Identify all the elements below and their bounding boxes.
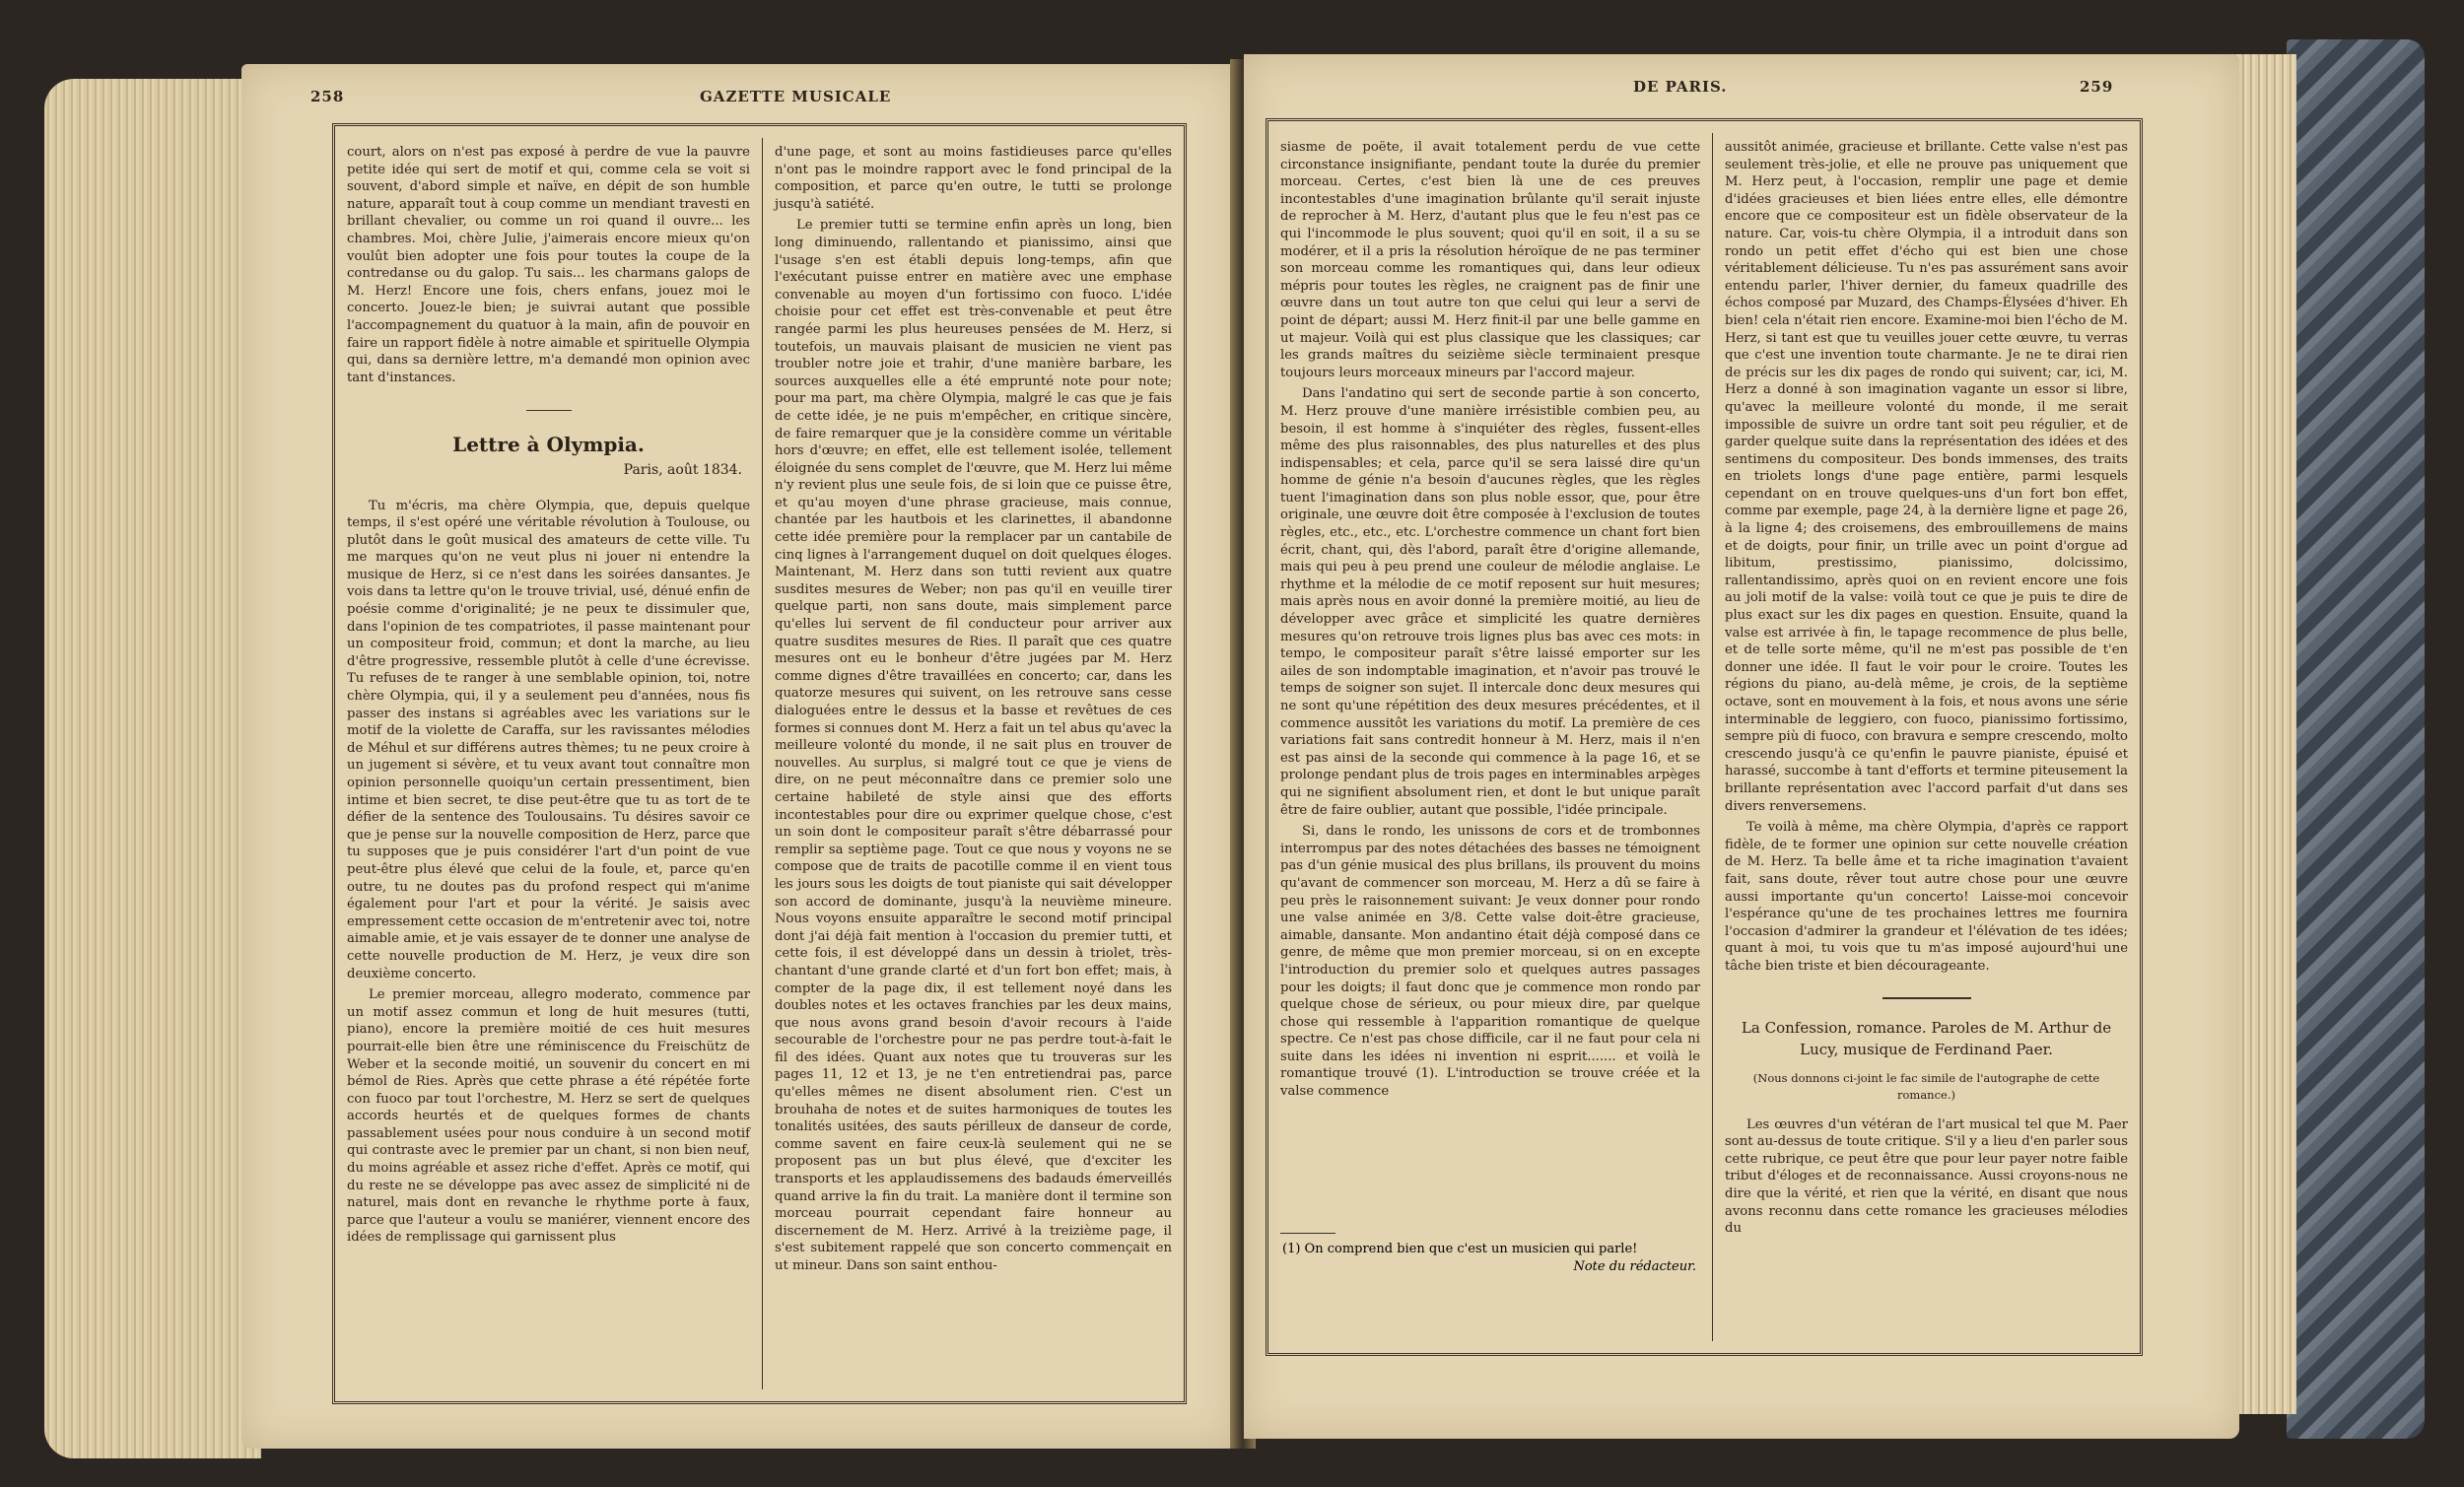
letter-title: Lettre à Olympia. — [452, 433, 645, 457]
running-head-left: GAZETTE MUSICALE — [700, 88, 892, 105]
paragraph: Les œuvres d'un vétéran de l'art musical tel que M. Paer sont au-dessus de toute critique. S'il y a lieu d'en parler sous cette rubrique, ce peut être que pour leur payer notre faible tribut d'éloges et de reconnaissance. Aussi croyons-nous ne dire que la vérité, et rien que la vérité, en disant que nous avons reconnu dans cette romance les gracieuses mélodies du — [1725, 1116, 2128, 1237]
footnote-text: (1) On comprend bien que c'est un musicien qui parle! — [1282, 1242, 1638, 1256]
left-page — [241, 64, 1237, 1449]
confession-heading: La Confession, romance. Paroles de M. Arthur de Lucy, musique de Ferdinand Paer. — [1741, 1018, 2112, 1058]
paragraph: Dans l'andatino qui sert de seconde partie à son concerto, M. Herz prouve d'une manière irrésistible combien peu, au besoin, il est homme à s'inquiéter des règles, fussent-elles même des plus raisonnables, des plus naturelles et des plus indispensables; et cela, parce qu'il se sera laissé dire qu'un homme de génie n'a besoin d'aucunes règles, que les règles tuent l'imagination dans son plus noble essor, que, pour être originale, une œuvre doit être composée à l'exclusion de toutes règles, etc., etc., etc. L'orchestre commence un chant fort bien écrit, chant, qui, dès l'abord, paraît être d'origine allemande, mais qui peu à peu prend une couleur de mélodie anglaise. Le rhythme et la mélodie de ce motif reposent sur huit mesures; mais après nous en avoir donné la première moitié, au lieu de développer avec grâce et simplicité les quatre dernières mesures qu'on retrouve trois lignes plus bas avec ces mots: in tempo, le compositeur paraît s'être laissé emporter sur les ailes de son indomptable imagination, et n'avoir pas trouvé le temps de soigner son sujet. Il intercale donc deux mesures qui ne sont qu'une répétition des deux mesures précédentes, et il commence aussitôt les variations du motif. La première de ces variations fait sans contredit honneur à M. Herz, mais il n'en est pas ainsi de la seconde qui commence à la page 16, et se prolonge pendant plus de trois pages en interminables arpèges qui ne signifient absolument rien, et dont le but unique paraît être de faire oublier, autant que possible, l'idée principale. — [1280, 386, 1700, 818]
right-column-2 — [1713, 139, 2140, 1339]
right-column-1 — [1268, 139, 1712, 1225]
paragraph: siasme de poëte, il avait totalement perdu de vue cette circonstance insignifiante, pendant toute la durée du premier morceau. Certes, c'est bien là une de ces preuves incontestables d'une imagination brûlante qu'il serait injuste de reprocher à M. Herz, d'autant plus que le feu n'est pas ce qui l'incommode le plus souvent; quoi qu'il en soit, il a su se modérer, et il a pris la résolution héroïque de ne pas terminer son morceau comme les romantiques qui, dans leur odieux mépris pour toutes les règles, ne craignent pas de finir une œuvre dans un tout autre ton que celui qui leur a servi de point de départ; aussi M. Herz finit-il par une belle gamme en ut majeur. Voilà qui est plus classique que les classiques; car les grands maîtres du seizième siècle terminaient presque toujours leurs morceaux mineurs par l'accord majeur. — [1280, 140, 1700, 380]
footnote — [1282, 1241, 1696, 1276]
paragraph: court, alors on n'est pas exposé à perdre de vue la pauvre petite idée qui sert de motif et qui, comme cela se voit si souvent, d'abord simple et naïve, en dépit de son humble nature, apparaît tout à coup comme un mendiant travesti en brillant chevalier, ou comme un roi quand il ouvre... les chambres. Moi, chère Julie, j'aimerais encore mieux qu'on voulût bien adopter une fois pour toutes la coupe de la contredanse ou du galop. Tu sais... les charmans galops de M. Herz! Encore une fois, chers enfans, jouez moi le concerto. Jouez-le bien; je suivrai autant que possible l'accompagnement du quatuor à la main, afin de pouvoir en faire un rapport fidèle à notre aimable et spirituelle Olympia qui, dans sa dernière lettre, m'a demandé mon opinion avec tant d'instances. — [347, 145, 750, 385]
left-column-2 — [763, 144, 1184, 1387]
paragraph: Le premier tutti se termine enfin après un long, bien long diminuendo, rallentando et pianissimo, ainsi que l'usage s'en est établi depuis long-temps, afin que l'exécutant puisse entrer en matière avec une emphase convenable au moyen d'un fortissimo con fuoco. L'idée choisie pour cet effet est très-convenable et peut être rangée parmi les plus heureuses pensées de M. Herz, si toutefois, un mauvais plaisant de musicien ne vient pas troubler notre joie et trahir, d'une manière barbare, les sources auxquelles elle a été emprunté note pour note; pour ma part, ma chère Olympia, malgré le cas que je fais de cette idée, je ne puis m'empêcher, en critique sincère, de faire remarquer que je la considère comme un véritable hors d'œuvre; en effet, elle est tellement isolée, tellement éloignée du sens complet de l'œuvre, que M. Herz lui même n'y revient plus une seule fois, de si loin que ce puisse être, et qu'au moyen d'une phrase gracieuse, mais connue, chantée par les hautbois et les clarinettes, il abandonne cette idée première pour la remplacer par un cantabile de cinq lignes à l'arrangement duquel on doit quelques éloges. Maintenant, M. Herz dans son tutti revient aux quatre susdites mesures de Weber; non pas qu'il en veuille tirer quelque parti, non sans doute, mais simplement parce qu'elles lui servent de fil conducteur pour arriver aux quatre susdites mesures de Ries. Il paraît que ces quatre mesures ont eu le bonheur d'être jugées par M. Herz comme dignes d'être travaillées en concerto; car, dans les quatorze mesures qui suivent, on les retrouve sans cesse dialoguées entre le dessus et la basse et revêtues de ces formes si connues dont M. Herz a fait un tel abus qu'avec la meilleure volonté du monde, il ne sait plus en trouver de nouvelles. Au surplus, si malgré tout ce que je viens de dire, on ne peut méconnaître dans ce premier solo une certaine habileté de style ainsi que des efforts incontestables pour dire ou exprimer quelque chose, c'est un soin dont le compositeur paraît s'être débarrassé pour remplir sa septième page. Tout ce que nous y voyons ne se compose que de traits de pacotille comme il en vient tous les jours sous les doigts de tout pianiste qui sait développer son accord de dominante, jusqu'à la neuvième mineure. Nous voyons ensuite apparaître le second motif principal dont j'ai déjà fait mention à l'occasion du premier tutti, et cette fois, il est développé dans un dessin à triolet, très-chantant d'une grande clarté et d'un fort bon effet; mais, à compter de la page dix, il est tellement noyé dans les doubles notes et les octaves franchies par les deux mains, que nous avons grand besoin d'avoir recours à l'aide secourable de l'orchestre pour ne pas perdre tout-à-fait le fil des idées. Quant aux notes que tu trouveras sur les pages 11, 12 et 13, je ne t'en entretiendrai pas, parce qu'elles mêmes ne disent absolument rien. C'est un brouhaha de notes et de suites harmoniques de toutes les tonalités usitées, des sauts périlleux de danseur de corde, comme savent en faire ceux-là seulement qui ne se proposent pas un but plus élevé, que d'exciter les transports et les applaudissemens des badauds émerveillés quand arrive la fin du trait. La manière dont il termine son morceau pourrait cependant faire honneur au discernement de M. Herz. Arrivé à la treizième page, il s'est subitement rappelé que son concerto commençait en ut mineur. Dans son saint enthou- — [775, 218, 1172, 1273]
right-text-frame — [1266, 118, 2143, 1356]
page-number-left: 258 — [310, 88, 345, 105]
left-column-1 — [335, 144, 762, 1387]
confession-note: (Nous donnons ci-joint le fac simile de l'autographe de cette romance.) — [1752, 1070, 2100, 1103]
paragraph: Si, dans le rondo, les unissons de cors et de trombonnes interrompus par des notes détachées des basses ne témoignent pas d'un génie musical des plus brillans, ils prouvent du moins qu'avant de commencer son morceau, M. Herz a dû se faire à peu près le raisonnement suivant: Je veux donner pour rondo une valse animée en 3/8. Cette valse doit-être gracieuse, aimable, dansante. Mon andantino était déjà composé dans ce genre, de même que mon premier morceau, si on en excepte l'introduction du premier solo et quelques autres passages pour les doigts; il faut donc que je commence mon rondo par quelque chose de sérieux, ou pour mieux dire, par quelque chose qui ressemble à l'apparition romantique de quelque spectre. Ce n'est pas chose difficile, car il ne faut pour cela ni suite dans les idées ni invention ni esprit....... et voilà le romantique trouvé (1). L'introduction se trouve créée et la valse commence — [1280, 824, 1700, 1100]
running-head-right: DE PARIS. — [1633, 78, 1728, 96]
section-divider — [1882, 997, 1971, 999]
left-text-frame — [332, 123, 1187, 1404]
right-page — [1244, 54, 2239, 1439]
dateline: Paris, août 1834. — [623, 461, 742, 478]
paragraph: Tu m'écris, ma chère Olympia, que, depuis quelque temps, il s'est opéré une véritable révolution à Toulouse, ou plutôt dans le goût musical des amateurs de cette ville. Tu me marques qu'on ne veut plus ni jouer ni entendre la musique de Herz, si ce n'est dans les soirées dansantes. Je vois dans ta lettre qu'on le trouve trivial, usé, dénué enfin de poésie comme d'originalité; je ne peux te dissimuler que, dans l'opinion de tes compatriotes, il passe maintenant pour un compositeur froid, commun; et dont la marche, au lieu d'être progressive, ressemble plutôt à celle d'une écrevisse. Tu refuses de te ranger à une semblable opinion, toi, notre chère Olympia, qui, il y a seulement peu d'années, nous fis passer des instans si agréables avec les variations sur le motif de la violette de Caraffa, sur les ravissantes mélodies de Méhul et sur différens autres thèmes; tu ne peux croire à un jugement si sévère, et tu veux avant tout connaître mon opinion personnelle quoiqu'un certain pressentiment, bien intime et bien secret, te dise peut-être que tu as tort de te défier de la sentence des Toulousains. Tu désires savoir ce que je pense sur la nouvelle composition de Herz, parce que tu supposes que je puis considérer l'art d'un point de vue peut-être plus élevé que celui de la foule, et, parce qu'en outre, tu ne doutes pas du profond respect qui m'anime également pour l'art et pour la vérité. Je saisis avec empressement cette occasion de m'entretenir avec toi, notre aimable amie, et je vais essayer de te donner une analyse de cette nouvelle production de M. Herz, je veux dire son deuxième concerto. — [347, 498, 750, 981]
paragraph: Te voilà à même, ma chère Olympia, d'après ce rapport fidèle, de te former une opinion sur cette nouvelle création de M. Herz. Ta belle âme et ta riche imagination t'avaient fait, sans doute, rêver tout autre chose pour une œuvre aussi importante qu'un concerto! Laisse-moi concevoir l'espérance qu'une de tes prochaines lettres me fournira l'occasion d'admirer la grandeur et l'élévation de tes idées; quant à moi, tu vois que tu m'as imposé aujourd'hui une tâche bien triste et bien décourageante. — [1725, 820, 2128, 974]
book-page-edges-left — [44, 79, 261, 1458]
section-divider — [526, 410, 572, 411]
footnote-signature: Note du rédacteur. — [1573, 1259, 1696, 1274]
paragraph: d'une page, et sont au moins fastidieuses parce qu'elles n'ont pas le moindre rapport avec le fond principal de la composition, et parce qu'en outre, le tutti se prolonge jusqu'à satiété. — [775, 145, 1172, 212]
paragraph: aussitôt animée, gracieuse et brillante. Cette valse n'est pas seulement très-jolie, et elle ne prouve pas uniquement que M. Herz peut, à l'occasion, remplir une page et demie d'idées gracieuses et bien liées entre elles, elle démontre encore que ce compositeur est un fidèle observateur de la nature. Car, vois-tu chère Olympia, il a introduit dans son rondo un petit effet d'écho qui est bien une chose véritablement délicieuse. Tu n'es pas assurément sans avoir entendu parler, l'hiver dernier, du fameux quadrille des échos composé par Muzard, des Champs-Élysées d'hiver. Eh bien! cela n'était rien encore. Examine-moi bien l'écho de M. Herz, si tant est que tu veuilles jouer cette œuvre, tu verras que c'est une invention toute charmante. Je ne te dirai rien de précis sur les dix pages de rondo qui suivent; car, ici, M. Herz a donné à son imagination vagante un essor si libre, qu'avec la meilleure volonté du monde, il me serait impossible de suivre un ordre tant soit peu régulier, et de garder quelque suite dans la représentation des idées et des sentimens du compositeur. Des bonds immenses, des traits en triolets longs d'une page entière, parmi lesquels cependant on en trouve quelques-uns d'un fort bon effet, comme par exemple, page 24, à la dernière ligne et page 26, à la ligne 4; des croisemens, des embrouillemens de mains et de doigts, pour finir, un trille avec un point d'orgue ad libitum, prestissimo, pianissimo, dolcissimo, rallentandissimo, après quoi on en revient encore une fois au joli motif de la valse: voilà tout ce que je puis te dire de plus exact sur les dix pages en question. Ensuite, quand la valse est arrivée à fin, le tapage recommence de plus belle, et de telle sorte même, qu'il ne m'est pas possible de t'en donner une idée. Il faut le voir pour le croire. Toutes les régions du piano, au-delà même, je crois, de la septième octave, sont en mouvement à la fois, et nous avons une série interminable de leggiero, con fuoco, pianissimo fortissimo, sempre più di fuoco, con bravura e sempre crescendo, molto crescendo jusqu'à ce qu'enfin le pauvre pianiste, épuisé et harassé, succombe à tant d'efforts et termine piteusement la brillante représentation avec l'accord parfait d'ut dans ses divers renversemens. — [1725, 140, 2128, 814]
footnote-rule — [1280, 1233, 1335, 1234]
paragraph: Le premier morceau, allegro moderato, commence par un motif assez commun et long de huit mesures (tutti, piano), encore la première moitié de ces huit mesures pourrait-elle bien être une réminiscence du Freischütz de Weber et la seconde moitié, un souvenir du concert en mi bémol de Ries. Après que cette phrase a été répétée forte con fuoco par tout l'orchestre, M. Herz se sert de quelques accords heurtés et de quelques formes de chants passablement usées pour nous conduire à un second motif qui contraste avec le premier par un chant, si non bien neuf, du moins agréable et assez riche d'effet. Après ce motif, qui du reste ne se développe pas avec assez de simplicité ni de naturel, mais dont en revanche le rhythme porte à faux, parce que l'auteur a voulu se maniérer, viennent encore des idées de remplissage qui garnissent plus — [347, 987, 750, 1246]
book-cover-right — [2287, 39, 2425, 1439]
page-number-right: 259 — [2080, 78, 2114, 96]
